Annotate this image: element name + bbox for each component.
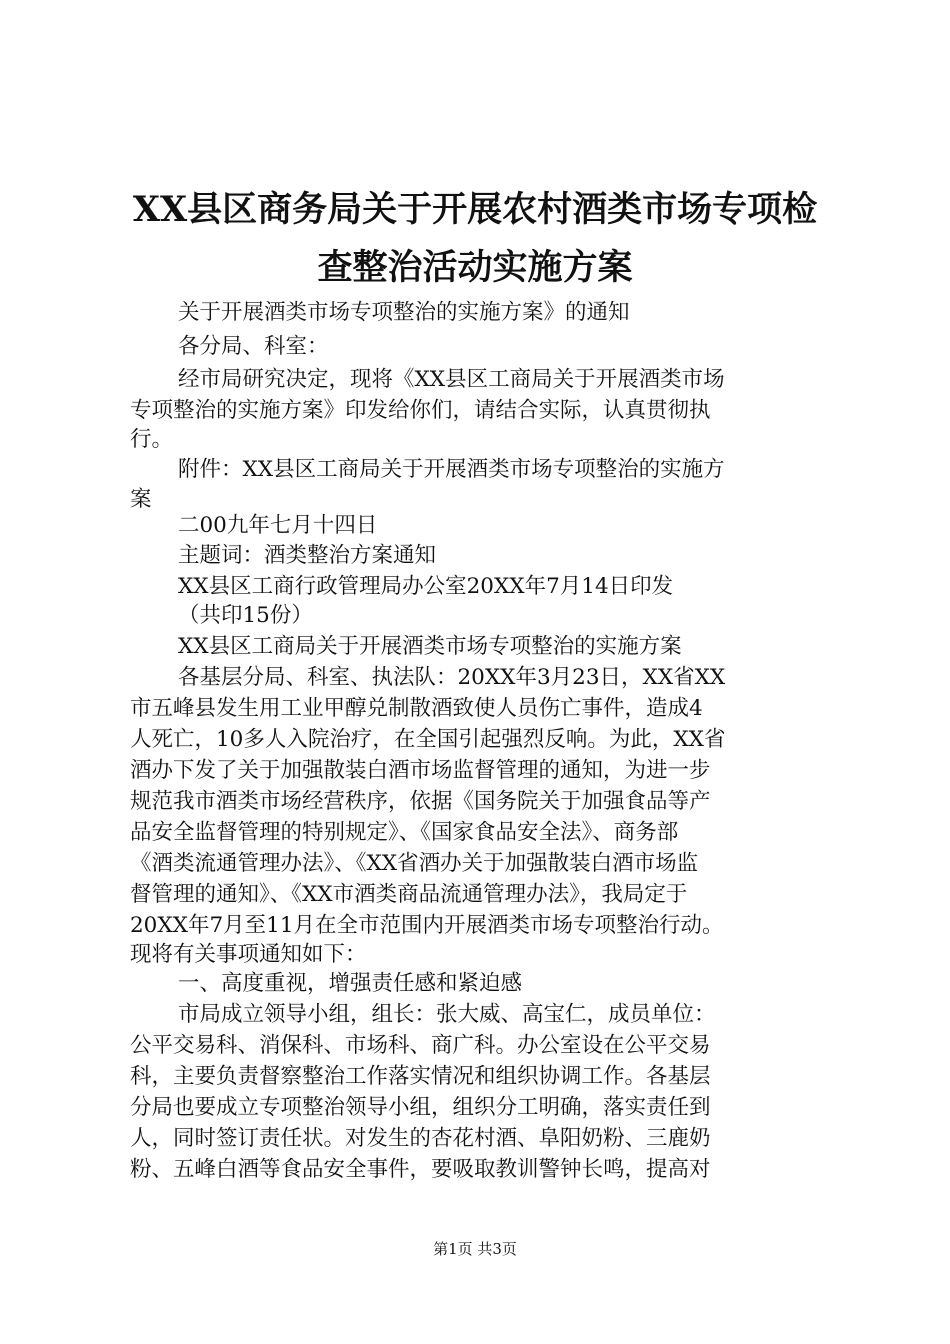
page-number-footer: 第1页 共3页 xyxy=(433,1240,517,1258)
body-line: 案 xyxy=(130,487,152,512)
body-line: 人，同时签订责任状。对发生的杏花村酒、阜阳奶粉、三鹿奶 xyxy=(130,1126,711,1151)
body-line: 市局成立领导小组，组长：张大威、高宝仁，成员单位： xyxy=(178,1002,716,1027)
body-line: 酒办下发了关于加强散装白酒市场监督管理的通知，为进一步 xyxy=(130,758,711,783)
body-line: 各分局、科室： xyxy=(178,334,329,359)
body-line: 关于开展酒类市场专项整治的实施方案》的通知 xyxy=(178,300,630,325)
body-line: 专项整治的实施方案》印发给你们，请结合实际，认真贯彻执 xyxy=(130,398,711,423)
body-line: 20XX年7月至11月在全市范围内开展酒类市场专项整治行动。 xyxy=(130,913,724,938)
body-line: 分局也要成立专项整治领导小组，组织分工明确，落实责任到 xyxy=(130,1095,711,1120)
document-title-line-1: XX县区商务局关于开展农村酒类市场专项检 xyxy=(132,189,818,230)
body-line: XX县区工商局关于开展酒类市场专项整治的实施方案 xyxy=(178,634,682,659)
body-line: 各基层分局、科室、执法队：20XX年3月23日，XX省XX xyxy=(178,665,726,690)
body-line: 经市局研究决定，现将《XX县区工商局关于开展酒类市场 xyxy=(178,367,725,392)
body-line: 科，主要负责督察整治工作落实情况和组织协调工作。各基层 xyxy=(130,1064,711,1089)
body-line: 市五峰县发生用工业甲醇兑制散酒致使人员伤亡事件，造成4 xyxy=(130,696,703,721)
body-line: 人死亡，10多人入院治疗，在全国引起强烈反响。为此，XX省 xyxy=(130,727,726,752)
body-line: XX县区工商行政管理局办公室20XX年7月14日印发 xyxy=(178,574,674,599)
body-line: 督管理的通知》、《XX市酒类商品流通管理办法》，我局定于 xyxy=(130,882,688,907)
body-line: 现将有关事项通知如下： xyxy=(130,942,367,967)
body-line: 行。 xyxy=(130,427,174,452)
body-line: 二00九年七月十四日 xyxy=(178,513,378,538)
body-line: （共印15份） xyxy=(178,603,313,628)
document-title-line-2: 查整治活动实施方案 xyxy=(317,247,633,288)
body-line: 规范我市酒类市场经营秩序，依据《国务院关于加强食品等产 xyxy=(130,789,711,814)
body-line: 品安全监督管理的特别规定》、《国家食品安全法》、商务部 xyxy=(130,820,679,845)
body-line: 粉、五峰白酒等食品安全事件，要吸取教训警钟长鸣，提高对 xyxy=(130,1157,711,1182)
body-line: 附件：XX县区工商局关于开展酒类市场专项整治的实施方 xyxy=(178,457,725,482)
body-line: 一、高度重视，增强责任感和紧迫感 xyxy=(178,971,523,996)
body-line: 《酒类流通管理办法》、《XX省酒办关于加强散装白酒市场监 xyxy=(130,851,699,876)
body-line: 公平交易科、消保科、市场科、商广科。办公室设在公平交易 xyxy=(130,1033,711,1058)
body-line: 主题词：酒类整治方案通知 xyxy=(178,543,437,568)
